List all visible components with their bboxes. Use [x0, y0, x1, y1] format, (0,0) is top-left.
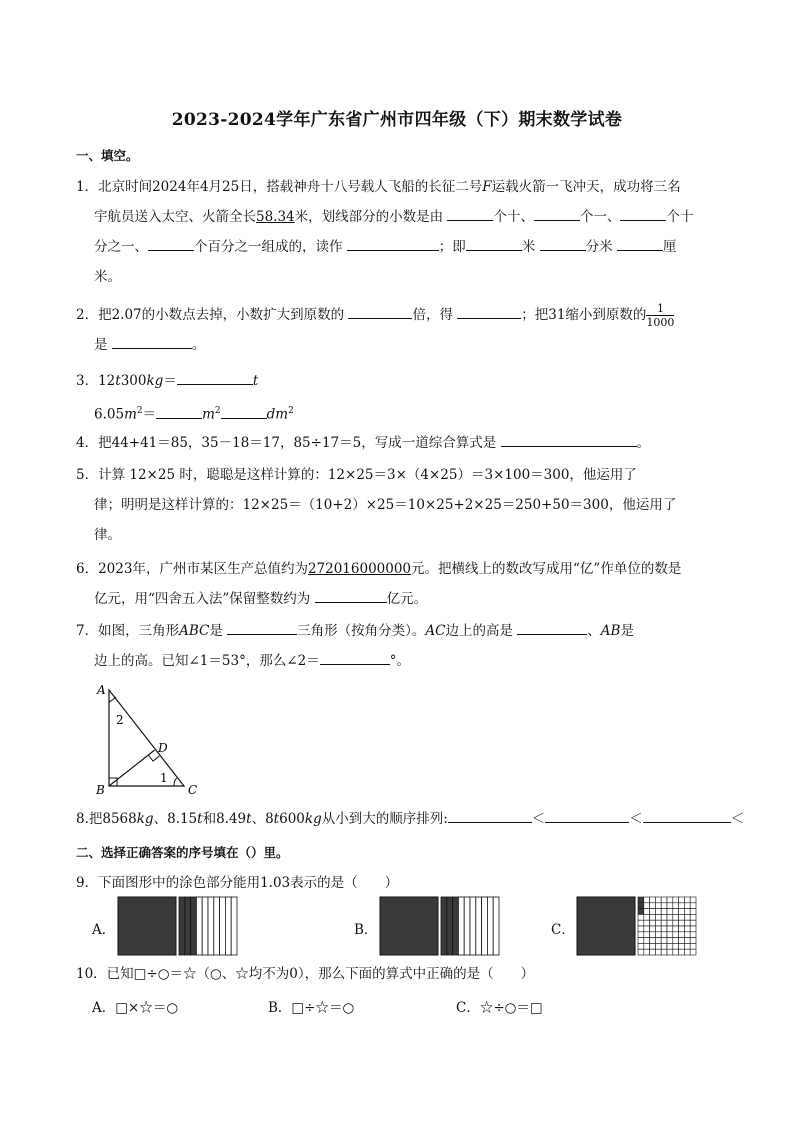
q6-underlined-number: 272016000000 — [307, 561, 412, 577]
hundredth-cell — [650, 914, 656, 920]
tenth-strip — [208, 897, 214, 955]
q7-text-c: 三角形（按角分类）。 — [297, 623, 426, 639]
hundredth-cell — [644, 938, 650, 944]
question-10: 10．已知□÷○＝☆（○、☆均不为0），那么下面的算式中正确的是（ ） — [76, 966, 535, 982]
tenth-strip — [447, 897, 453, 955]
q1-text-d: 米，划线部分的小数是由 — [294, 209, 444, 225]
tenth-strip — [214, 897, 220, 955]
vertex-b-label: B — [96, 783, 105, 797]
option-a-figure — [117, 896, 239, 956]
hundredth-cell — [673, 920, 679, 926]
answer-blank[interactable] — [315, 587, 387, 603]
hundredth-cell — [650, 897, 656, 903]
q6-text-c: 亿元，用“四舍五入法”保留整数约为 — [94, 591, 311, 607]
answer-blank[interactable] — [457, 303, 521, 319]
answer-blank[interactable] — [448, 807, 532, 823]
hundredth-cell — [644, 949, 650, 955]
hundredth-cell — [655, 903, 661, 909]
q4-text-b: 。 — [636, 435, 651, 451]
answer-blank[interactable] — [348, 303, 412, 319]
hundredth-cell — [690, 949, 696, 955]
hundredth-cell — [679, 943, 685, 949]
hundredth-cell — [644, 909, 650, 915]
hundredth-cell — [661, 903, 667, 909]
q7-text: 7．如图，三角形 — [76, 623, 180, 639]
answer-blank[interactable] — [156, 403, 202, 419]
q4-text: 4．把44+41＝85，35－18＝17，85÷17＝5，写成一道综合算式是 — [76, 435, 497, 451]
q2-text-d: 是 — [94, 337, 108, 353]
hundredth-cell — [679, 938, 685, 944]
hundredth-cell — [667, 914, 673, 920]
hundredth-cell — [673, 909, 679, 915]
q7-text-d: 边上的高是 — [445, 623, 513, 639]
q3-unit-t: t — [115, 373, 121, 389]
hundredth-cell — [655, 926, 661, 932]
option-c-label[interactable]: C． — [551, 922, 575, 938]
hundredth-cell — [650, 926, 656, 932]
q8-text: 8.把8568 — [76, 811, 137, 827]
page-title: 2023-2024学年广东省广州市四年级（下）期末数学试卷 — [171, 110, 623, 130]
hundredth-cell — [684, 943, 690, 949]
q5-text-b: 律；明明是这样计算的：12×25＝（10+2）×25＝10×25+2×25＝250+50＝300，他运用了 — [94, 497, 677, 513]
q3-square: 2 — [214, 406, 221, 416]
tenth-strip — [487, 897, 493, 955]
q8-unit-t: t — [197, 811, 203, 827]
hundredth-cell — [667, 932, 673, 938]
q3-unit-m: m — [124, 406, 137, 423]
question-7 — [76, 616, 716, 676]
hundredth-cell — [638, 920, 644, 926]
hundredth-cell — [690, 943, 696, 949]
q8-unit-t: t — [273, 811, 280, 827]
hundredth-cell — [655, 914, 661, 920]
q8-unit-kg: kg — [136, 811, 154, 827]
tenth-strip — [191, 897, 197, 955]
tenth-strip — [476, 897, 482, 955]
q7-triangle-abc: ABC — [179, 623, 210, 639]
q1-text-h: 米。 — [94, 269, 121, 285]
q6-text-d: 亿元。 — [386, 591, 428, 607]
answer-blank[interactable] — [501, 431, 637, 447]
hundredth-cell — [638, 943, 644, 949]
tenth-strip — [231, 897, 237, 955]
q8-text-e: 600 — [279, 811, 305, 827]
hundredth-cell — [690, 920, 696, 926]
hundredth-cell — [667, 897, 673, 903]
hundredth-cell — [673, 914, 679, 920]
q5-text-c: 律。 — [94, 527, 121, 543]
hundredth-cell — [684, 903, 690, 909]
tenth-strip — [196, 897, 202, 955]
answer-blank[interactable] — [227, 619, 297, 635]
hundredth-cell — [655, 932, 661, 938]
q3-square: 2 — [288, 406, 294, 416]
hundredth-cell — [679, 903, 685, 909]
q3-square: 2 — [136, 406, 143, 416]
tenth-strip — [225, 897, 231, 955]
hundredth-cell — [673, 943, 679, 949]
vertex-a-label: A — [97, 683, 106, 697]
q1-underlined-number: 58.34 — [256, 209, 295, 225]
tenth-strip — [464, 897, 470, 955]
answer-blank[interactable] — [534, 205, 580, 221]
answer-blank[interactable] — [447, 205, 493, 221]
q8-text-b: 、8.15 — [153, 811, 198, 827]
answer-blank[interactable] — [620, 205, 666, 221]
hundredth-cell — [684, 932, 690, 938]
fraction-1-1000 — [646, 302, 674, 329]
tenth-strip — [482, 897, 488, 955]
q7-text-b: 是 — [209, 623, 223, 639]
hundredth-cell — [679, 909, 685, 915]
hundredth-cell — [667, 909, 673, 915]
hundredth-cell — [673, 949, 679, 955]
question-5 — [76, 460, 716, 550]
tenth-strip — [493, 897, 499, 955]
q7-text-f: 是 — [620, 623, 634, 639]
q1-text-g1: 分之一、 — [94, 239, 148, 255]
hundredth-cell — [638, 909, 644, 915]
angle-2-label: 2 — [116, 713, 124, 727]
hundredth-cell — [655, 943, 661, 949]
q3-equals: ＝ — [142, 406, 157, 423]
q1-text: 1．北京时间2024年4月25日，搭载神舟十八号载人飞船的长征二号 — [76, 179, 483, 195]
fraction-denominator: 1000 — [646, 316, 675, 329]
answer-blank[interactable] — [540, 235, 586, 251]
tenth-strip — [453, 897, 459, 955]
full-square — [118, 897, 176, 955]
hundredth-cell — [644, 920, 650, 926]
option-b[interactable]: B．□÷☆＝○ — [268, 1000, 355, 1016]
hundredth-cell — [644, 903, 650, 909]
q2-text-e: 。 — [191, 337, 206, 353]
full-square — [380, 897, 438, 955]
hundredth-cell — [684, 920, 690, 926]
fraction-numerator: 1 — [646, 302, 674, 316]
hundredth-cell — [638, 932, 644, 938]
hundredth-cell — [673, 926, 679, 932]
option-a[interactable]: A．□×☆＝○ — [92, 1000, 179, 1016]
hundredth-cell — [684, 926, 690, 932]
section-heading-choice: 二、选择正确答案的序号填在（）里。 — [76, 845, 289, 860]
hundredth-cell — [684, 949, 690, 955]
q2-text-b: 倍，得 — [412, 307, 453, 323]
hundredth-cell — [679, 926, 685, 932]
question-2 — [76, 300, 716, 360]
option-b-label[interactable]: B． — [354, 922, 378, 938]
answer-blank[interactable] — [617, 235, 663, 251]
answer-blank[interactable] — [545, 807, 629, 823]
q8-text-c: 和8.49 — [202, 811, 247, 827]
hundredth-cell — [650, 920, 656, 926]
hundredth-cell — [644, 943, 650, 949]
tenth-strip — [179, 897, 185, 955]
tenth-strip — [470, 897, 476, 955]
answer-blank[interactable] — [221, 403, 267, 419]
hundredth-cell — [684, 897, 690, 903]
hundredth-cell — [690, 932, 696, 938]
hundredth-cell — [690, 897, 696, 903]
option-b-figure — [379, 896, 501, 956]
q6-text: 6．2023年，广州市某区生产总值约为 — [76, 561, 308, 577]
hundredth-cell — [673, 932, 679, 938]
q7-side-ab: AB — [600, 623, 621, 639]
tenth-strip — [458, 897, 464, 955]
tenth-strip — [441, 897, 447, 955]
q3-unit-t: t — [252, 373, 259, 389]
hundredth-cell — [661, 897, 667, 903]
hundredth-cell — [661, 943, 667, 949]
hundredth-cell — [684, 909, 690, 915]
hundredth-cell — [667, 938, 673, 944]
q2-text-c: ；把31缩小到原数的 — [521, 307, 647, 323]
right-angle-mark-d — [148, 755, 159, 761]
hundredth-cell — [661, 938, 667, 944]
tenth-strips-3 — [441, 897, 499, 955]
hundredth-cell — [644, 932, 650, 938]
hundredth-cell — [690, 938, 696, 944]
question-9: 9．下面图形中的涂色部分能用1.03表示的是（ ） — [76, 875, 399, 891]
q1-f: F — [482, 179, 492, 195]
hundredth-cell — [650, 938, 656, 944]
tenth-strips-3 — [179, 897, 237, 955]
hundredth-cell — [661, 909, 667, 915]
hundredth-cell — [667, 949, 673, 955]
hundredth-cell — [644, 914, 650, 920]
hundredth-cell — [650, 903, 656, 909]
hundredth-cell — [661, 932, 667, 938]
hundredth-cell — [679, 914, 685, 920]
hundredth-cell — [661, 920, 667, 926]
q8-unit-t: t — [246, 811, 252, 827]
q1-ones: 个一、 — [579, 209, 621, 225]
answer-blank[interactable] — [517, 619, 587, 635]
hundredth-cell — [655, 897, 661, 903]
answer-blank[interactable] — [643, 807, 731, 823]
hundredth-cell — [638, 903, 644, 909]
hundredth-cell — [673, 897, 679, 903]
question-8 — [76, 807, 744, 827]
hundredth-cell — [667, 943, 673, 949]
hundredth-cell — [667, 903, 673, 909]
hundredth-cell — [679, 920, 685, 926]
hundredth-cell — [661, 949, 667, 955]
q6-text-b: 元。把横线上的数改写成用“亿”作单位的数是 — [411, 561, 682, 577]
option-c-figure — [576, 896, 698, 956]
hundredth-cell — [650, 932, 656, 938]
full-square — [577, 897, 635, 955]
q1-text-b: 运载火箭一飞冲天，成功将三名 — [491, 179, 681, 195]
q2-text: 2．把2.07的小数点去掉，小数扩大到原数的 — [76, 307, 345, 323]
altitude-bd — [109, 750, 155, 786]
question-1 — [76, 172, 716, 292]
hundredth-grid-3 — [638, 897, 696, 955]
q7-text-h: °。 — [389, 653, 410, 669]
hundredth-cell — [673, 903, 679, 909]
hundredth-cell — [638, 897, 644, 903]
answer-blank[interactable] — [112, 333, 192, 349]
angle-1-label: 1 — [160, 771, 168, 785]
question-3 — [76, 366, 716, 430]
answer-blank[interactable] — [177, 369, 253, 385]
hundredth-cell — [638, 949, 644, 955]
answer-blank[interactable] — [320, 649, 390, 665]
tenth-strip — [220, 897, 226, 955]
q7-text-g: 边上的高。已知∠1＝53°，那么∠2＝ — [94, 653, 320, 669]
question-4 — [76, 428, 716, 458]
q1-tenths: 个十 — [666, 209, 694, 225]
angle-1-arc — [174, 778, 177, 786]
q1-text-g2: 个百分之一组成的，读作 — [194, 239, 343, 255]
q3-text: 3．12 — [76, 373, 116, 389]
hundredth-cell — [661, 926, 667, 932]
hundredth-cell — [684, 938, 690, 944]
q1-meter: 米 — [521, 239, 536, 255]
tenth-strip — [202, 897, 208, 955]
hundredth-cell — [684, 914, 690, 920]
hundredth-cell — [644, 897, 650, 903]
point-d-label: D — [158, 741, 168, 755]
option-a-label[interactable]: A． — [92, 922, 116, 938]
less-than-sign: ＜ — [531, 811, 546, 827]
hundredth-cell — [690, 926, 696, 932]
hundredth-cell — [667, 926, 673, 932]
hundredth-cell — [650, 909, 656, 915]
hundredth-cell — [638, 926, 644, 932]
hundredth-cell — [679, 932, 685, 938]
hundredth-cell — [690, 909, 696, 915]
triangle-abc-figure — [90, 680, 200, 800]
q3-unit-m: m — [202, 406, 215, 423]
q5-text: 5．计算 12×25 时，聪聪是这样计算的：12×25＝3×（4×25）＝3×100＝300，他运用了 — [76, 467, 637, 483]
hundredth-cell — [667, 920, 673, 926]
q8-text-f: 从小到大的顺序排列: — [321, 811, 448, 827]
hundredth-cell — [679, 897, 685, 903]
hundredth-cell — [650, 943, 656, 949]
q3-text-b: 300 — [120, 373, 147, 389]
q3-unit-dm: dm — [266, 406, 289, 423]
q1-decimeter: 分米 — [585, 239, 613, 255]
q1-centi: 厘 — [662, 239, 677, 255]
hundredth-cell — [690, 914, 696, 920]
q3-equals: ＝ — [163, 373, 177, 389]
hundredth-cell — [655, 949, 661, 955]
section-heading-fill-blank: 一、填空。 — [76, 148, 139, 163]
hundredth-cell — [638, 914, 644, 920]
q7-text-e: 、 — [587, 623, 601, 639]
less-than-sign: ＜ — [629, 811, 643, 827]
q1-text-c: 宇航员送入太空、火箭全长 — [94, 209, 256, 225]
tenth-strip — [185, 897, 191, 955]
angle-2-arc — [109, 697, 116, 702]
answer-blank[interactable] — [148, 235, 194, 251]
q8-text-d: 、8 — [251, 811, 274, 827]
hundredth-cell — [650, 949, 656, 955]
triangle-abc — [109, 690, 184, 786]
q3-unit-kg: kg — [146, 373, 164, 389]
hundredth-cell — [673, 938, 679, 944]
q1-tens: 个十、 — [493, 209, 534, 225]
option-c[interactable]: C．☆÷○＝□ — [456, 1000, 543, 1016]
q3-text-c: 6.05 — [94, 406, 125, 423]
answer-blank[interactable] — [347, 235, 439, 251]
hundredth-cell — [655, 938, 661, 944]
hundredth-cell — [661, 914, 667, 920]
hundredth-cell — [644, 926, 650, 932]
hundredth-cell — [690, 903, 696, 909]
hundredth-cell — [655, 909, 661, 915]
q8-unit-kg: kg — [304, 811, 322, 827]
q1-text-g3: ；即 — [438, 239, 466, 255]
question-6 — [76, 554, 716, 614]
hundredth-cell — [638, 938, 644, 944]
q7-side-ac: AC — [425, 623, 446, 639]
hundredth-cell — [655, 920, 661, 926]
hundredth-cell — [679, 949, 685, 955]
vertex-c-label: C — [188, 783, 198, 797]
less-than-sign: ＜ — [730, 811, 745, 827]
answer-blank[interactable] — [466, 235, 522, 251]
